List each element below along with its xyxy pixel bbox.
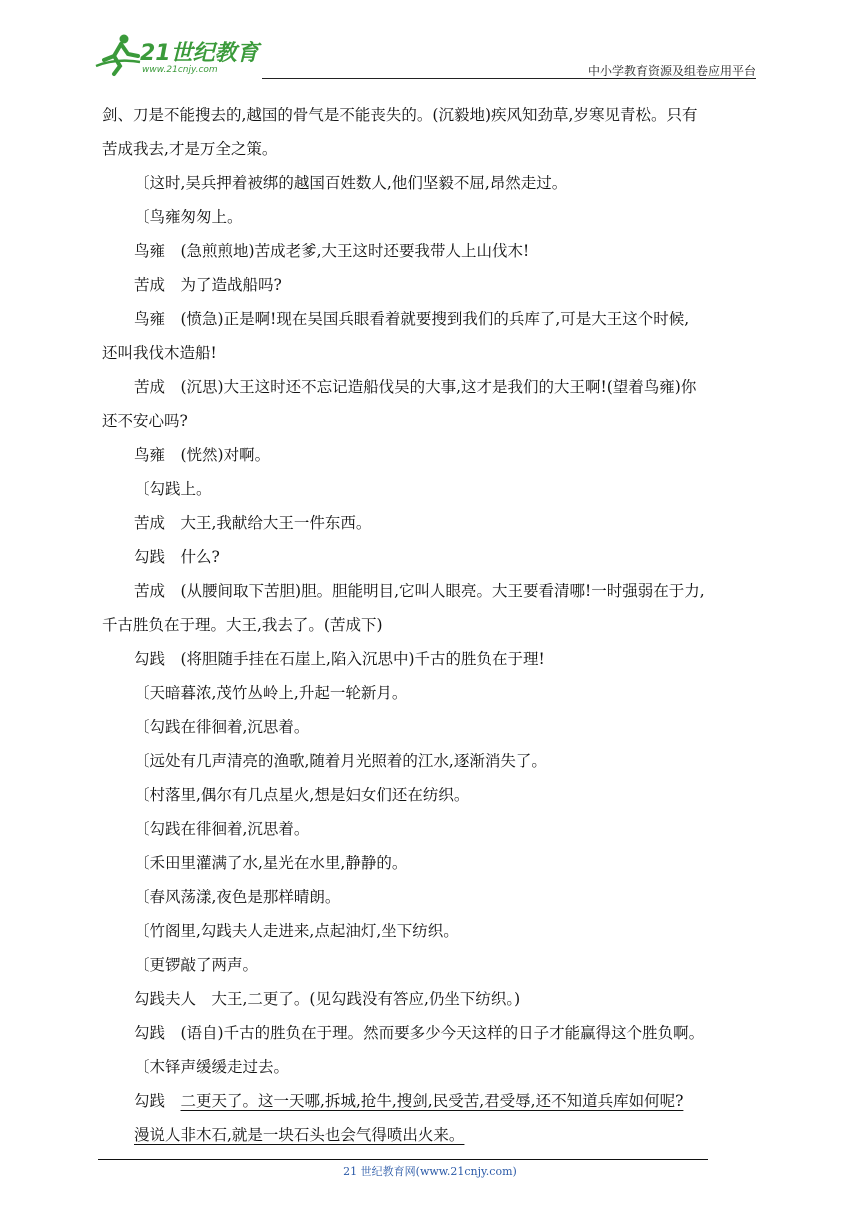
text-line: 苦成 大王,我献给大王一件东西。 — [134, 514, 372, 532]
text-line: 〔勾践上。 — [134, 480, 212, 498]
text-line: 〔鸟雍匆匆上。 — [134, 208, 243, 226]
text-line: 〔勾践在徘徊着,沉思着。 — [134, 820, 310, 838]
logo-main-text: 21世纪教育 — [140, 41, 259, 66]
underlined-passage — [102, 1084, 762, 1152]
text-line: 还不安心吗? — [102, 412, 188, 430]
text-line: 〔禾田里灌满了水,星光在水里,静静的。 — [134, 854, 408, 872]
text-line: 苦成我去,才是万全之策。 — [102, 140, 278, 158]
footer-divider — [98, 1159, 708, 1160]
text-line: 苦成 为了造战船吗? — [134, 276, 282, 294]
text-line: 〔远处有几声清亮的渔歌,随着月光照着的江水,逐渐消失了。 — [134, 752, 547, 770]
text-line: 〔天暗暮浓,茂竹丛岭上,升起一轮新月。 — [134, 684, 408, 702]
footer-text: 21 世纪教育网(www.21cnjy.com) — [343, 1165, 517, 1178]
text-line: 鸟雍 (愤急)正是啊!现在吴国兵眼看着就要搜到我们的兵库了,可是大王这个时候, — [134, 310, 690, 328]
text-line: 〔竹阁里,勾践夫人走进来,点起油灯,坐下纺织。 — [134, 922, 459, 940]
underlined-line-1 — [102, 1084, 762, 1118]
text-line: 鸟雍 (恍然)对啊。 — [134, 446, 271, 464]
text-line: 鸟雍 (急煎煎地)苦成老爹,大王这时还要我带人上山伐木! — [134, 242, 530, 260]
text-line: 勾践 什么? — [134, 548, 220, 566]
page-header — [0, 0, 860, 82]
site-logo — [94, 30, 264, 78]
text-line: 〔春风荡漾,夜色是那样晴朗。 — [134, 888, 341, 906]
text-line: 勾践 (将胆随手挂在石崖上,陷入沉思中)千古的胜负在于理! — [134, 650, 545, 668]
header-divider — [262, 78, 756, 79]
text-line: 勾践夫人 大王,二更了。(见勾践没有答应,仍坐下纺织。) — [134, 990, 521, 1008]
text-line: 苦成 (从腰间取下苦胆)胆。胆能明目,它叫人眼亮。大王要看清哪!一时强弱在于力, — [134, 582, 705, 600]
text-line: 〔这时,吴兵押着被绑的越国百姓数人,他们坚毅不屈,昂然走过。 — [134, 174, 568, 192]
play-script-body — [102, 98, 762, 1084]
text-line: 苦成 (沉思)大王这时还不忘记造船伐吴的大事,这才是我们的大王啊!(望着鸟雍)你 — [134, 378, 697, 396]
text-line: 千古胜负在于理。大王,我去了。(苦成下) — [102, 616, 383, 634]
text-line: 勾践 (语自)千古的胜负在于理。然而要多少今天这样的日子才能赢得这个胜负啊。 — [134, 1024, 705, 1042]
text-line: 〔勾践在徘徊着,沉思着。 — [134, 718, 310, 736]
underlined-text-2: 漫说人非木石,就是一块石头也会气得喷出火来。 — [134, 1126, 465, 1144]
platform-name: 中小学教育资源及组卷应用平台 — [587, 64, 756, 78]
underlined-line-2 — [102, 1118, 762, 1152]
logo-sub-text: www.21cnjy.com — [142, 65, 218, 75]
text-line: 还叫我伐木造船! — [102, 344, 217, 362]
text-line: 〔更锣敲了两声。 — [134, 956, 259, 974]
text-line: 剑、刀是不能搜去的,越国的骨气是不能丧失的。(沉毅地)疾风知劲草,岁寒见青松。只有 — [102, 106, 698, 124]
speaker-label: 勾践 — [134, 1092, 181, 1110]
text-line: 〔木铎声缓缓走过去。 — [134, 1058, 290, 1076]
underlined-text-1: 二更天了。这一天哪,拆城,抢牛,搜剑,民受苦,君受辱,还不知道兵库如何呢? — [180, 1092, 684, 1110]
text-line: 〔村落里,偶尔有几点星火,想是妇女们还在纺织。 — [134, 786, 470, 804]
